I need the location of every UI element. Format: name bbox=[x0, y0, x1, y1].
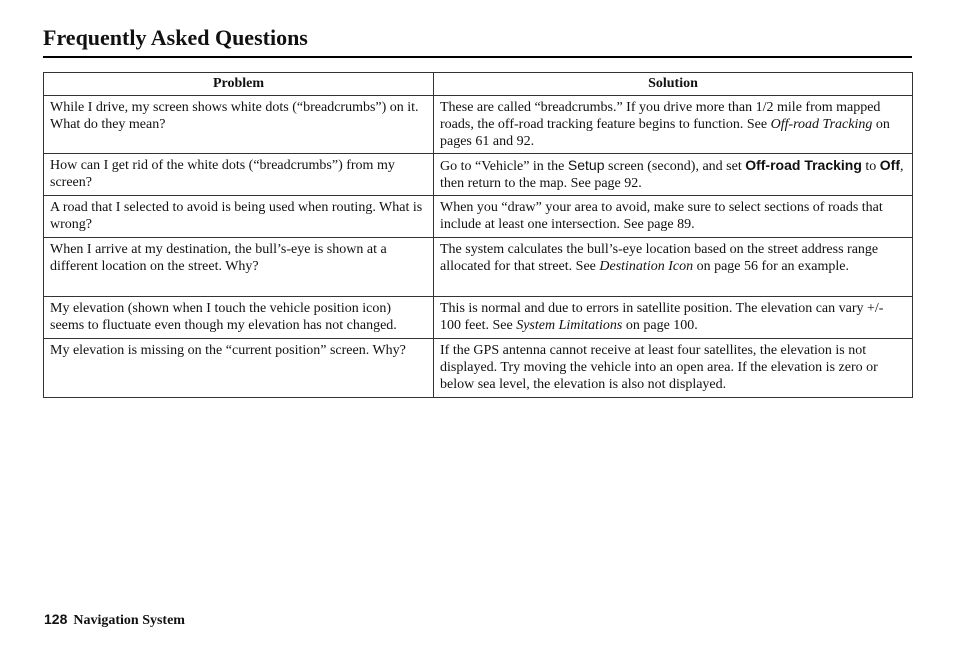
solution-text: This is normal and due to errors in satellite position. The elevation can vary +/- 100 feet. See bbox=[440, 301, 884, 333]
solution-text: on page 100. bbox=[622, 318, 698, 333]
setting-name: Off-road Tracking bbox=[745, 157, 862, 173]
cross-reference: Off-road Tracking bbox=[770, 117, 873, 132]
solution-text: The system calculates the bull’s-eye location based on the street address range allocated for that street. See bbox=[440, 242, 879, 274]
solution-cell bbox=[434, 339, 913, 398]
page-number: 128 bbox=[44, 611, 68, 627]
column-header-problem: Problem bbox=[44, 73, 434, 96]
title-divider bbox=[43, 56, 912, 58]
section-name: Navigation System bbox=[73, 613, 185, 628]
problem-cell: When I arrive at my destination, the bull’s-eye is shown at a different location on the street. Why? bbox=[44, 238, 434, 297]
column-header-solution: Solution bbox=[434, 73, 913, 96]
solution-text: screen (second), and set bbox=[604, 159, 746, 174]
table-row bbox=[44, 238, 913, 297]
problem-cell: My elevation (shown when I touch the vehicle position icon) seems to fluctuate even though my elevation has not changed. bbox=[44, 297, 434, 339]
table-row bbox=[44, 96, 913, 154]
solution-text: When you “draw” your area to avoid, make sure to select sections of roads that include at least one intersection. See page 89. bbox=[440, 200, 883, 232]
solution-text: to bbox=[861, 159, 880, 174]
problem-cell: A road that I selected to avoid is being used when routing. What is wrong? bbox=[44, 196, 434, 238]
table-header-row bbox=[44, 73, 913, 96]
solution-cell bbox=[434, 96, 913, 154]
table-row bbox=[44, 339, 913, 398]
problem-cell: While I drive, my screen shows white dots (“breadcrumbs”) on it. What do they mean? bbox=[44, 96, 434, 154]
solution-text: on pages 61 and 92. bbox=[440, 117, 890, 149]
solution-cell bbox=[434, 196, 913, 238]
solution-text: , then return to the map. See page 92. bbox=[440, 159, 904, 191]
table-row bbox=[44, 154, 913, 196]
table-row bbox=[44, 196, 913, 238]
solution-cell bbox=[434, 154, 913, 196]
solution-cell bbox=[434, 238, 913, 297]
page-title: Frequently Asked Questions bbox=[43, 25, 308, 50]
solution-text: These are called “breadcrumbs.” If you drive more than 1/2 mile from mapped roads, the off-road tracking feature begins to function. See bbox=[440, 100, 881, 132]
solution-cell bbox=[434, 297, 913, 339]
cross-reference: System Limitations bbox=[516, 318, 623, 333]
solution-text: Go to “Vehicle” in the bbox=[440, 159, 568, 174]
problem-cell: How can I get rid of the white dots (“breadcrumbs”) from my screen? bbox=[44, 154, 434, 196]
faq-table bbox=[43, 72, 913, 398]
solution-text: If the GPS antenna cannot receive at least four satellites, the elevation is not displayed. Try moving the vehicle into an open area. If the elevation is zero or below sea level, the elevation is also not displayed. bbox=[440, 343, 878, 392]
setting-value: Off bbox=[879, 157, 901, 173]
solution-text: on page 56 for an example. bbox=[693, 259, 849, 274]
screen-name: Setup bbox=[567, 157, 605, 173]
cross-reference: Destination Icon bbox=[599, 259, 694, 274]
problem-cell: My elevation is missing on the “current position” screen. Why? bbox=[44, 339, 434, 398]
page-footer bbox=[44, 611, 185, 629]
table-row bbox=[44, 297, 913, 339]
